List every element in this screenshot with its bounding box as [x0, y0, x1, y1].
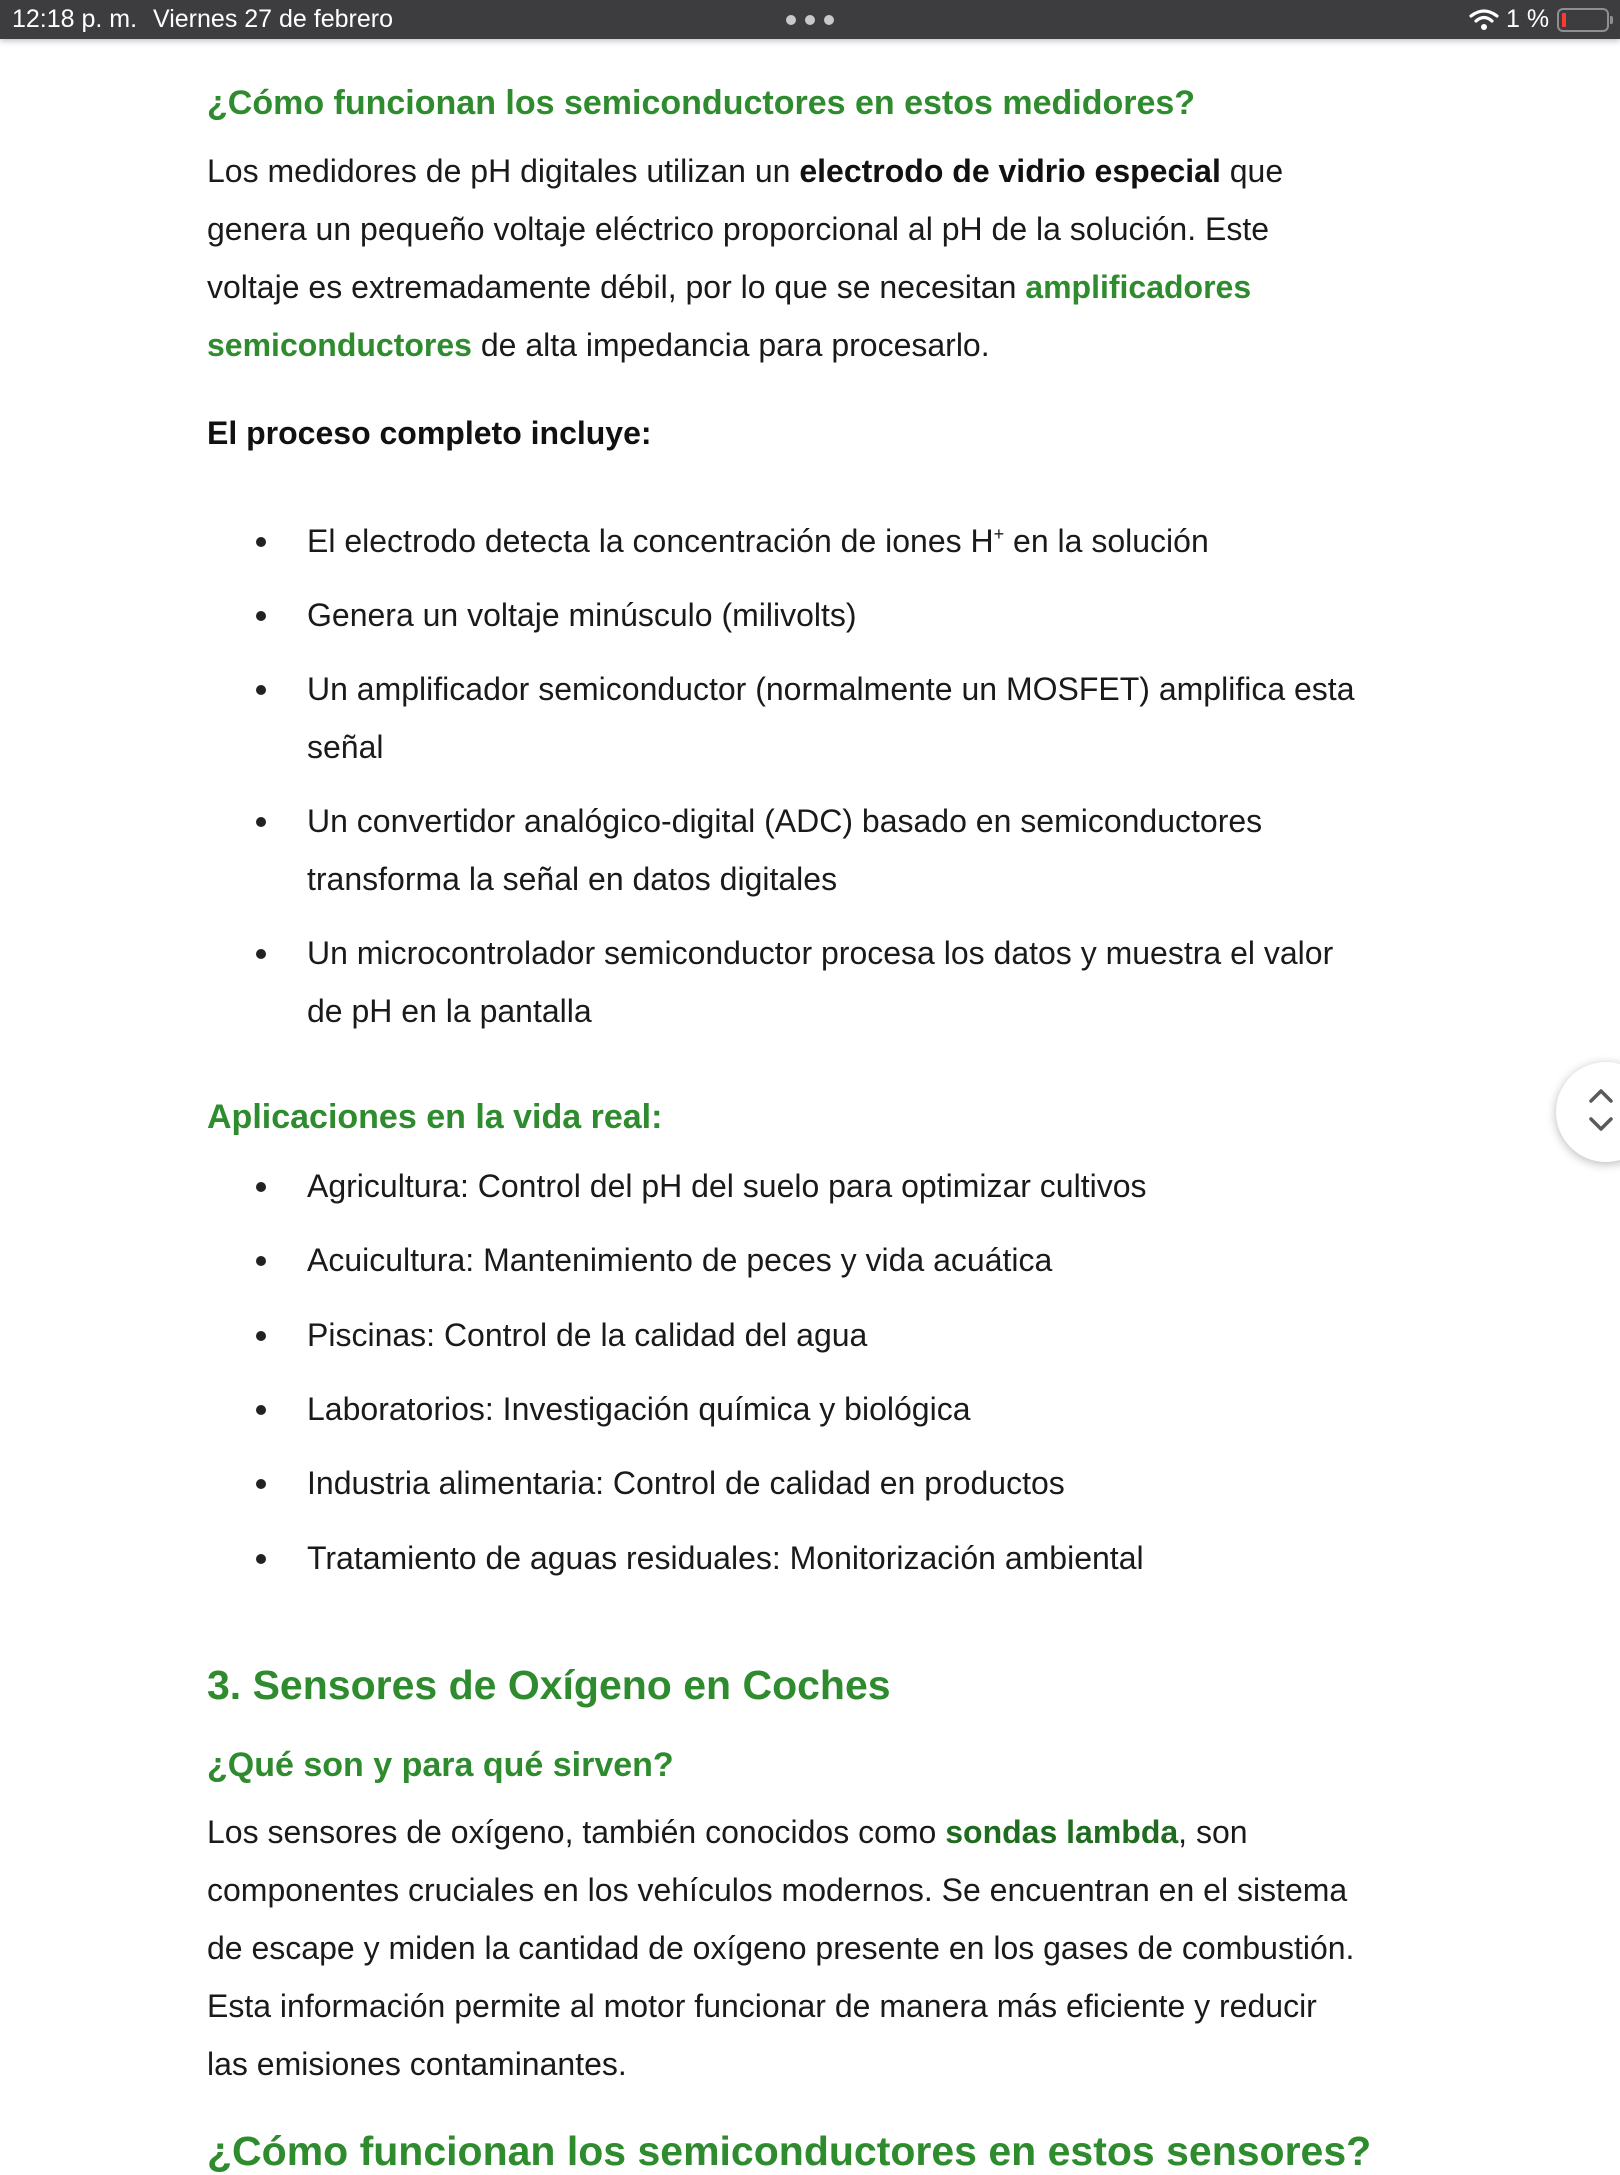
amplifiers-emphasis: amplificadores semiconductores — [207, 269, 1252, 363]
chevron-up-icon[interactable] — [1586, 1086, 1616, 1106]
status-date: Viernes 27 de febrero — [153, 5, 393, 33]
battery-level-indicator — [1562, 13, 1566, 27]
list-item: El electrodo detecta la concentración de iones H+ en la solución — [307, 523, 1209, 559]
list-item: Un convertidor analógico-digital (ADC) basado en semiconductores transforma la señal en datos digitales — [307, 803, 1263, 897]
chevron-down-icon[interactable] — [1586, 1114, 1616, 1134]
ph-intro-paragraph: Los medidores de pH digitales utilizan un electrodo de vidrio especial que genera un pequeño voltaje eléctrico proporcional al pH de la solución. Este voltaje es extremadamente débil, por lo que se necesitan amplificadores semiconductores de alta impedancia para procesarlo. — [207, 153, 1284, 363]
wifi-icon — [1469, 7, 1499, 31]
list-bullet — [256, 1554, 266, 1564]
list-bullet — [256, 685, 266, 695]
oxygen-sensors-title: 3. Sensores de Oxígeno en Coches — [207, 1662, 891, 1708]
list-item: Un amplificador semiconductor (normalmente un MOSFET) amplifica esta señal — [307, 671, 1355, 765]
list-bullet — [256, 1331, 266, 1341]
list-bullet — [256, 611, 266, 621]
glass-electrode-emphasis: electrodo de vidrio especial — [799, 153, 1221, 189]
list-item: Agricultura: Control del pH del suelo para optimizar cultivos — [307, 1168, 1147, 1204]
oxygen-semiconductors-heading: ¿Cómo funcionan los semiconductores en estos sensores? — [207, 2128, 1372, 2174]
list-item: Industria alimentaria: Control de calidad en productos — [307, 1465, 1065, 1501]
oxygen-intro-paragraph: Los sensores de oxígeno, también conocidos como sondas lambda, son componentes cruciales en los vehículos modernos. Se encuentran en el sistema de escape y miden la cantidad de oxígeno presente en los gases de combustión. Esta información permite al motor funcionar de manera más eficiente y reducir las emisiones contaminantes. — [207, 1814, 1355, 2082]
list-bullet — [256, 1182, 266, 1192]
oxygen-what-heading: ¿Qué son y para qué sirven? — [207, 1746, 674, 1784]
list-item: Genera un voltaje minúsculo (milivolts) — [307, 597, 857, 633]
list-item: Acuicultura: Mantenimiento de peces y vida acuática — [307, 1242, 1053, 1278]
battery-icon — [1557, 8, 1609, 32]
multitask-dots-icon[interactable] — [786, 15, 834, 25]
list-item: Tratamiento de aguas residuales: Monitorización ambiental — [307, 1540, 1144, 1576]
applications-heading: Aplicaciones en la vida real: — [207, 1098, 663, 1136]
list-bullet — [256, 1479, 266, 1489]
list-item: Laboratorios: Investigación química y biológica — [307, 1391, 971, 1427]
status-time: 12:18 p. m. — [12, 5, 138, 33]
list-bullet — [256, 817, 266, 827]
list-bullet — [256, 1256, 266, 1266]
list-bullet — [256, 537, 266, 547]
battery-percentage: 1 % — [1506, 5, 1550, 33]
ph-semiconductors-heading: ¿Cómo funcionan los semiconductores en estos medidores? — [207, 84, 1196, 122]
lambda-probes-emphasis: sondas lambda — [945, 1814, 1179, 1850]
scroll-navigation[interactable] — [1556, 1062, 1620, 1162]
list-item: Piscinas: Control de la calidad del agua — [307, 1317, 868, 1353]
status-bar — [0, 0, 1620, 39]
list-bullet — [256, 1405, 266, 1415]
process-label: El proceso completo incluye: — [207, 415, 652, 451]
list-item: Un microcontrolador semiconductor procesa los datos y muestra el valor de pH en la pantalla — [307, 935, 1334, 1029]
list-bullet — [256, 949, 266, 959]
